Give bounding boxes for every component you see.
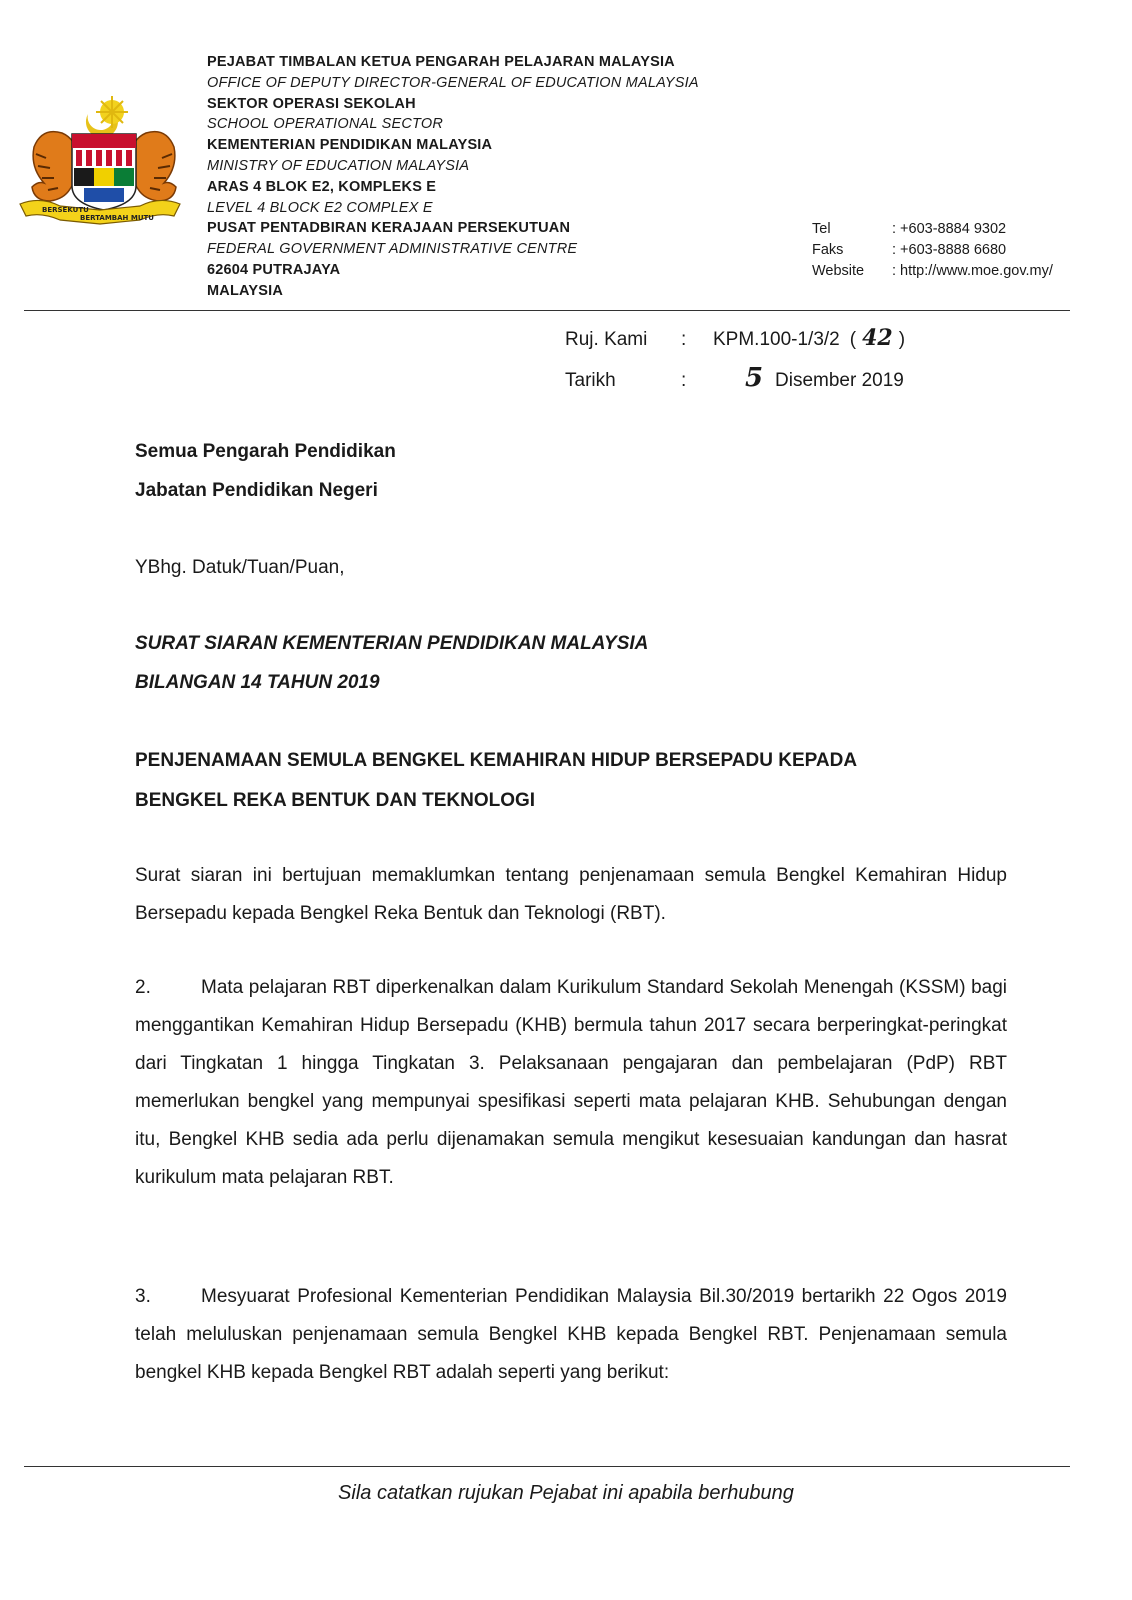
crest-motto-left: BERSEKUTU: [42, 206, 89, 214]
date-handwritten-day: 5: [744, 363, 764, 393]
paragraph-1: Surat siaran ini bertujuan memaklumkan tentang penjenamaan semula Bengkel Kemahiran Hidup Bersepadu kepada Bengkel Reka Bentuk dan Teknologi (RBT).: [135, 865, 1007, 924]
paragraph-3: [135, 1278, 1007, 1392]
circular-title: [135, 624, 935, 702]
tel-label: Tel: [812, 221, 831, 237]
reference-row: [565, 319, 985, 359]
ref-label: Ruj. Kami: [565, 329, 648, 350]
subject-line: BENGKEL REKA BENTUK DAN TEKNOLOGI: [135, 790, 536, 811]
ref-value: KPM.100-1/3/2: [713, 329, 840, 350]
letterhead-line: PEJABAT TIMBALAN KETUA PENGARAH PELAJARAN MALAYSIA: [207, 54, 675, 70]
circular-title-line: SURAT SIARAN KEMENTERIAN PENDIDIKAN MALAYSIA: [135, 633, 649, 654]
footer-note: Sila catatkan rujukan Pejabat ini apabila berhubung: [338, 1482, 794, 1504]
letterhead-line: 62604 PUTRAJAYA: [207, 261, 341, 278]
header-divider: [24, 310, 1070, 311]
paragraph-2-number: 2.: [135, 977, 151, 998]
crest-motto-right: BERTAMBAH MUTU: [80, 214, 154, 222]
letterhead-line: FEDERAL GOVERNMENT ADMINISTRATIVE CENTRE: [207, 241, 578, 258]
website-label: Website: [812, 262, 865, 279]
reference-block: [565, 319, 985, 400]
website-link[interactable]: : http://www.moe.gov.my/: [892, 262, 1053, 279]
letterhead-line: MALAYSIA: [207, 282, 283, 299]
date-row: [565, 359, 985, 400]
letterhead-line: KEMENTERIAN PENDIDIKAN MALAYSIA: [207, 137, 493, 154]
letterhead-line: OFFICE OF DEPUTY DIRECTOR-GENERAL OF EDUCATION MALAYSIA: [207, 74, 699, 91]
letterhead-address: [207, 52, 787, 302]
paragraph-3-text: Mesyuarat Profesional Kementerian Pendidikan Malaysia Bil.30/2019 bertarikh 22 Ogos 2019 telah meluluskan penjenamaan semula Bengkel KHB kepada Bengkel RBT. Penjenamaan semula bengkel KHB kepada Bengkel RBT adalah seperti yang berikut:: [135, 1286, 1007, 1383]
subject-line: PENJENAMAAN SEMULA BENGKEL KEMAHIRAN HIDUP BERSEPADU KEPADA: [135, 750, 858, 771]
contact-fax: [812, 240, 1112, 261]
subject-title: [135, 741, 1015, 821]
fax-value: : +603-8888 6680: [892, 241, 1007, 258]
paragraph-2: [135, 969, 1007, 1197]
letterhead-line: SEKTOR OPERASI SEKOLAH: [207, 95, 416, 112]
tel-value: : +603-8884 9302: [892, 221, 1007, 237]
recipient-line: Jabatan Pendidikan Negeri: [135, 480, 378, 501]
recipient-line: Semua Pengarah Pendidikan: [135, 441, 396, 462]
paragraph-2-text: Mata pelajaran RBT diperkenalkan dalam Kurikulum Standard Sekolah Menengah (KSSM) bagi menggantikan Kemahiran Hidup Bersepadu (KHB) bermula tahun 2017 secara berperingkat-peringkat dari Tingkatan 1 hingga Tingkatan 3. Pelaksanaan pengajaran dan pembelajaran (PdP) RBT memerlukan bengkel yang mempunyai spesifikasi seperti mata pelajaran KHB. Sehubungan dengan itu, Bengkel KHB sedia ada perlu dijenamakan semula mengikut kesesuaian kandungan dan hasrat kurikulum mata pelajaran RBT.: [135, 977, 1007, 1188]
date-colon: :: [681, 370, 687, 391]
letterhead-line: ARAS 4 BLOK E2, KOMPLEKS E: [207, 178, 437, 195]
letterhead-line: MINISTRY OF EDUCATION MALAYSIA: [207, 157, 470, 174]
footer-divider: [24, 1466, 1070, 1467]
ref-colon: :: [681, 329, 687, 350]
circular-title-line: BILANGAN 14 TAHUN 2019: [135, 672, 380, 693]
contact-website: [812, 261, 1112, 282]
ref-paren-open: (: [849, 329, 857, 350]
paragraph-3-number: 3.: [135, 1286, 151, 1307]
contact-block: [812, 219, 1112, 281]
date-label: Tarikh: [565, 370, 616, 391]
date-value: Disember 2019: [775, 370, 904, 391]
letterhead-line: PUSAT PENTADBIRAN KERAJAAN PERSEKUTUAN: [207, 220, 571, 237]
recipient-block: [135, 432, 835, 510]
contact-tel: [812, 219, 1112, 240]
ref-handwritten-number: 42: [862, 325, 893, 351]
ref-paren-close: ): [898, 329, 906, 350]
letterhead-line: SCHOOL OPERATIONAL SECTOR: [207, 116, 443, 133]
fax-label: Faks: [812, 241, 844, 258]
crest-graphic: [14, 92, 194, 237]
coat-of-arms-logo: [14, 92, 194, 237]
salutation: YBhg. Datuk/Tuan/Puan,: [135, 557, 345, 578]
letterhead-line: LEVEL 4 BLOCK E2 COMPLEX E: [207, 199, 433, 216]
